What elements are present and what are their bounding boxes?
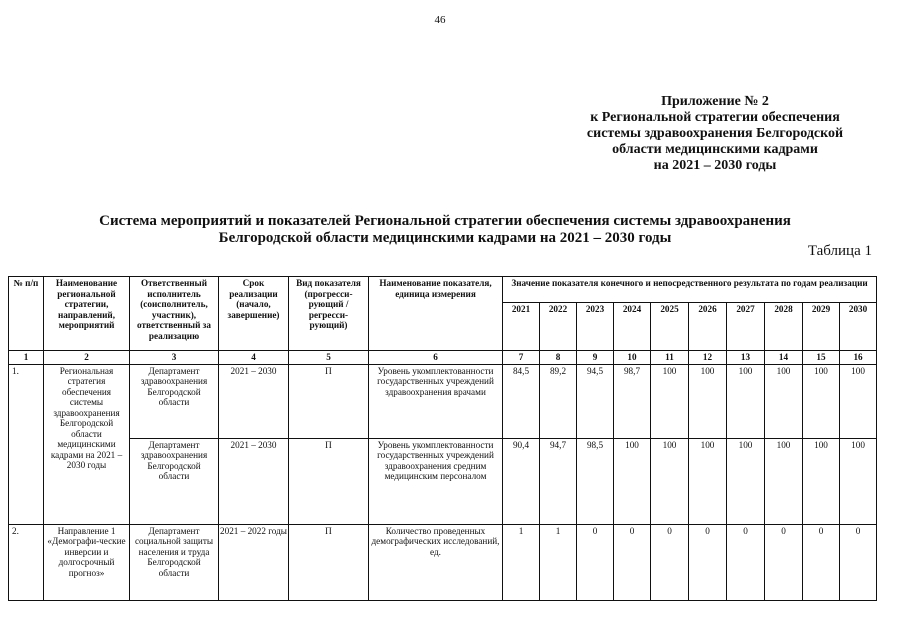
row-value: 100 (765, 438, 803, 524)
page-number: 46 (434, 14, 446, 26)
column-number: 10 (614, 351, 651, 365)
row-value: 98,7 (614, 364, 651, 438)
row-value: 90,4 (503, 438, 540, 524)
header-year: 2028 (765, 303, 803, 351)
appendix-heading (560, 94, 870, 174)
appendix-line: на 2021 – 2030 годы (653, 158, 777, 173)
header-indicator-name: Наименование показателя, единица измерения (369, 277, 503, 351)
row-value: 1 (503, 524, 540, 600)
table-row (9, 364, 877, 438)
column-number: 5 (289, 351, 369, 365)
row-value: 0 (614, 524, 651, 600)
column-number: 15 (803, 351, 840, 365)
header-year: 2021 (503, 303, 540, 351)
appendix-line: системы здравоохранения Белгородской (586, 126, 844, 141)
row-value: 0 (651, 524, 689, 600)
column-number: 12 (689, 351, 727, 365)
column-number: 4 (219, 351, 289, 365)
header-year: 2027 (727, 303, 765, 351)
column-number: 3 (130, 351, 219, 365)
row-name: Направление 1 «Демографи-ческие инверсии и долгосрочный прогноз» (44, 524, 130, 600)
header-year: 2026 (689, 303, 727, 351)
row-value: 100 (840, 438, 877, 524)
column-number: 14 (765, 351, 803, 365)
row-indicator: Уровень укомплектованности государственных учреждений здравоохранения врачами (369, 364, 503, 438)
row-value: 100 (689, 438, 727, 524)
table-row (9, 524, 877, 600)
row-value: 0 (577, 524, 614, 600)
row-value: 89,2 (540, 364, 577, 438)
row-num: 2. (9, 524, 44, 600)
header-year: 2025 (651, 303, 689, 351)
row-value: 0 (840, 524, 877, 600)
column-number: 2 (44, 351, 130, 365)
row-value: 100 (651, 364, 689, 438)
measures-table (8, 276, 877, 601)
column-number: 11 (651, 351, 689, 365)
appendix-line: к Региональной стратегии обеспечения (590, 110, 840, 125)
header-indicator-type: Вид показателя (прогресси-рующий / регресси-рующий) (289, 277, 369, 351)
row-num: 1. (9, 364, 44, 524)
appendix-line: Приложение № 2 (661, 94, 769, 109)
row-value: 94,5 (577, 364, 614, 438)
row-value: 100 (727, 438, 765, 524)
column-number: 1 (9, 351, 44, 365)
column-number: 9 (577, 351, 614, 365)
column-number: 13 (727, 351, 765, 365)
column-number: 7 (503, 351, 540, 365)
document-title (30, 213, 860, 247)
row-type: П (289, 364, 369, 438)
header-period: Срок реализации (начало, завершение) (219, 277, 289, 351)
row-value: 100 (727, 364, 765, 438)
column-number: 8 (540, 351, 577, 365)
header-year: 2024 (614, 303, 651, 351)
row-value: 100 (840, 364, 877, 438)
header-num: № п/п (9, 277, 44, 351)
row-period: 2021 – 2022 годы (219, 524, 289, 600)
row-value: 100 (803, 364, 840, 438)
row-responsible: Департамент социальной защиты населения и труда Белгородской области (130, 524, 219, 600)
row-value: 98,5 (577, 438, 614, 524)
header-year: 2023 (577, 303, 614, 351)
column-number: 6 (369, 351, 503, 365)
row-value: 0 (765, 524, 803, 600)
title-line-2: Белгородской области медицинскими кадрами на 2021 – 2030 годы (218, 230, 672, 246)
appendix-line: области медицинскими кадрами (612, 142, 818, 157)
row-type: П (289, 524, 369, 600)
header-values-group: Значение показателя конечного и непосредственного результата по годам реализации (503, 277, 877, 303)
row-value: 100 (651, 438, 689, 524)
row-indicator: Количество проведенных демографических исследований, ед. (369, 524, 503, 600)
row-value: 0 (803, 524, 840, 600)
header-year: 2029 (803, 303, 840, 351)
header-year: 2030 (840, 303, 877, 351)
row-value: 100 (765, 364, 803, 438)
title-line-1: Система мероприятий и показателей Региональной стратегии обеспечения системы здравоохранения (99, 213, 791, 229)
row-indicator: Уровень укомплектованности государственных учреждений здравоохранения средним медицинским персоналом (369, 438, 503, 524)
row-type: П (289, 438, 369, 524)
table-row (9, 438, 877, 524)
row-value: 100 (803, 438, 840, 524)
row-value: 94,7 (540, 438, 577, 524)
row-value: 100 (689, 364, 727, 438)
row-value: 84,5 (503, 364, 540, 438)
row-responsible: Департамент здравоохранения Белгородской области (130, 364, 219, 438)
header-year: 2022 (540, 303, 577, 351)
table-label: Таблица 1 (807, 243, 872, 259)
column-number: 16 (840, 351, 877, 365)
row-value: 100 (614, 438, 651, 524)
row-value: 0 (727, 524, 765, 600)
header-responsible: Ответственный исполнитель (соисполнитель, участник), ответственный за реализацию (130, 277, 219, 351)
row-period: 2021 – 2030 (219, 438, 289, 524)
row-value: 1 (540, 524, 577, 600)
row-name: Региональная стратегия обеспечения системы здравоохранения Белгородской области медицинскими кадрами на 2021 – 2030 годы (44, 364, 130, 524)
row-period: 2021 – 2030 (219, 364, 289, 438)
header-name: Наименование региональной стратегии, направлений, мероприятий (44, 277, 130, 351)
row-value: 0 (689, 524, 727, 600)
row-responsible: Департамент здравоохранения Белгородской области (130, 438, 219, 524)
